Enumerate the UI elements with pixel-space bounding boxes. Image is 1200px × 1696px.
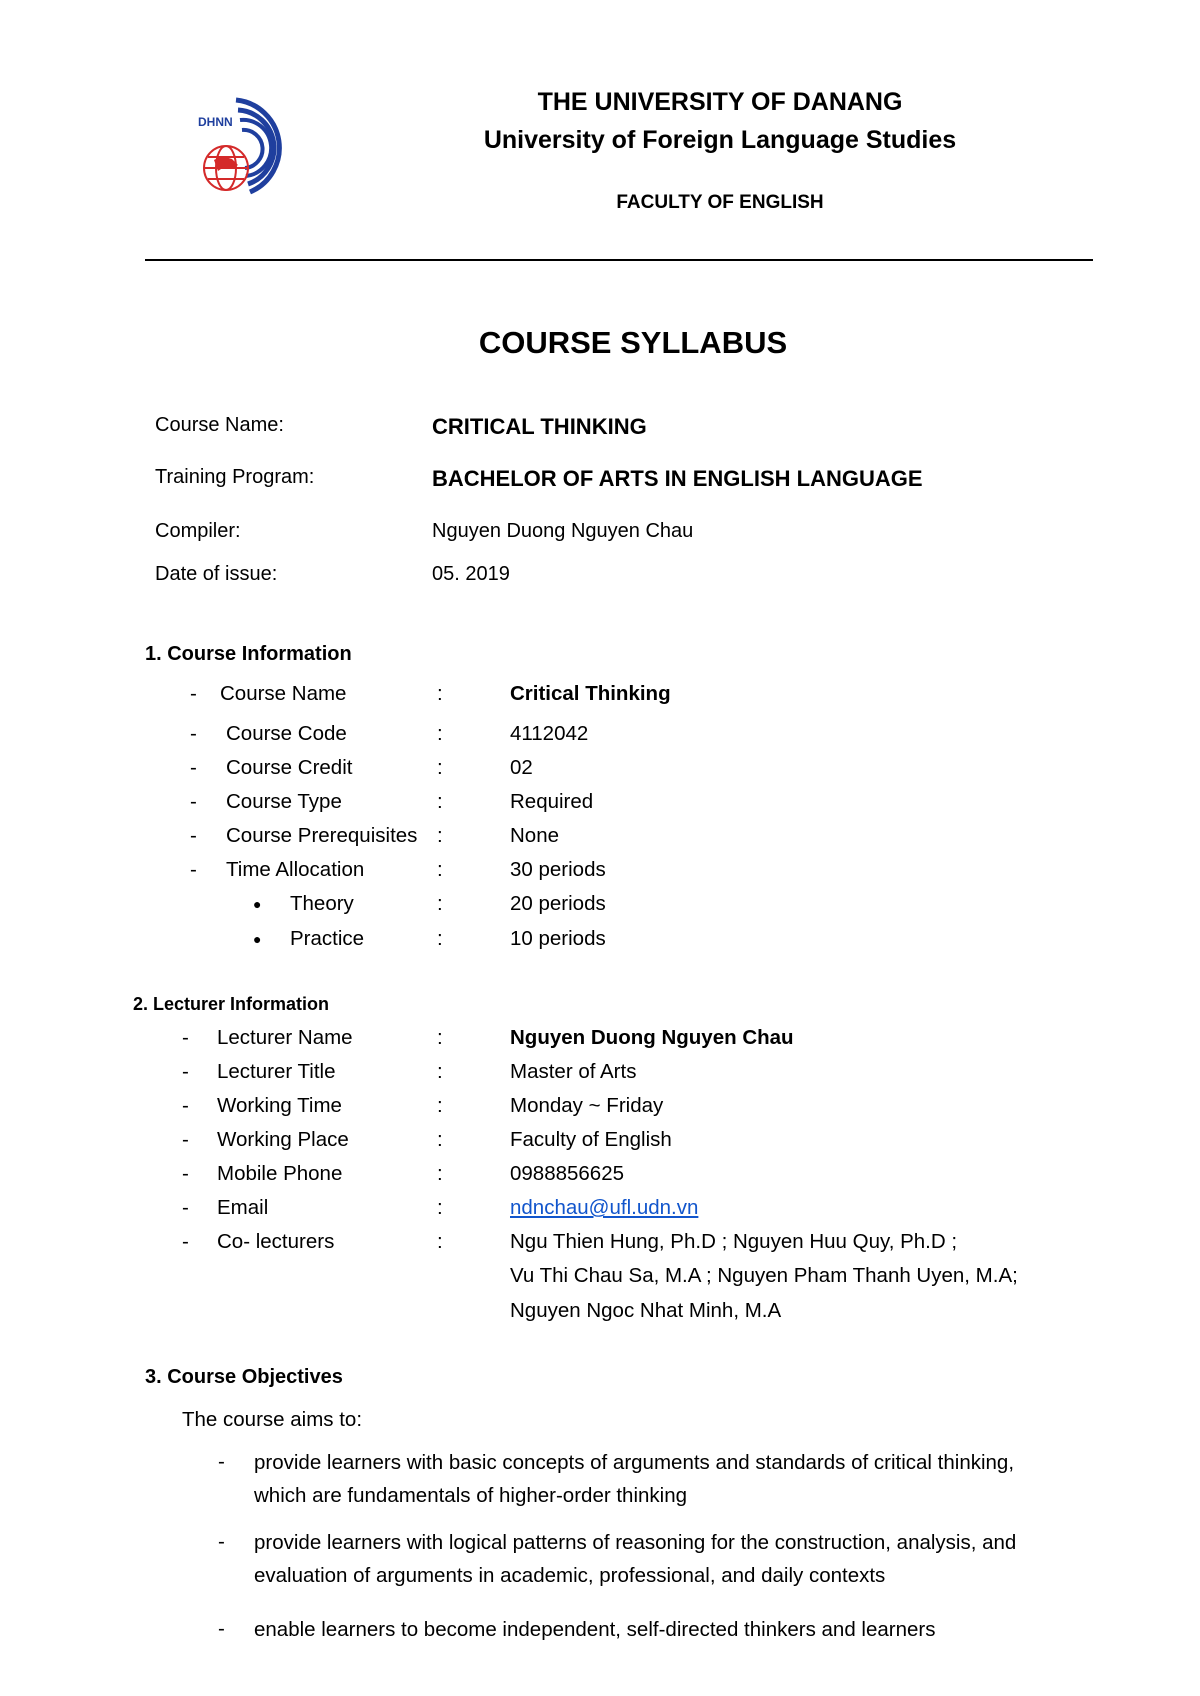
svg-text:DHNN: DHNN bbox=[198, 115, 233, 129]
dash-glyph: - bbox=[190, 722, 197, 745]
colon-glyph: : bbox=[437, 1128, 443, 1151]
lecturer-value: Ngu Thien Hung, Ph.D ; Nguyen Huu Quy, Ph.D ; bbox=[510, 1230, 958, 1253]
meta-value-training-program: BACHELOR OF ARTS IN ENGLISH LANGUAGE bbox=[432, 466, 923, 491]
info-label: Course Name bbox=[220, 682, 347, 705]
info-value: 10 periods bbox=[510, 927, 606, 950]
university-name: THE UNIVERSITY OF DANANG bbox=[537, 88, 903, 116]
dash-glyph: - bbox=[218, 1530, 225, 1553]
colon-glyph: : bbox=[437, 1196, 443, 1219]
colon-glyph: : bbox=[437, 858, 443, 881]
lecturer-label: Lecturer Name bbox=[217, 1026, 353, 1049]
colon-glyph: : bbox=[437, 1026, 443, 1049]
page-title: COURSE SYLLABUS bbox=[478, 325, 788, 360]
colon-glyph: : bbox=[437, 722, 443, 745]
lecturer-value: Nguyen Duong Nguyen Chau bbox=[510, 1026, 794, 1049]
colon-glyph: : bbox=[437, 1060, 443, 1083]
objective-item bbox=[254, 1446, 1114, 1512]
info-label: Time Allocation bbox=[226, 858, 365, 881]
section-lecturer-information-title: 2. Lecturer Information bbox=[133, 994, 330, 1014]
bullet-glyph: ● bbox=[253, 931, 262, 947]
meta-label-training-program: Training Program: bbox=[155, 466, 315, 488]
colon-glyph: : bbox=[437, 682, 443, 705]
lecturer-value: Faculty of English bbox=[510, 1128, 672, 1151]
colon-glyph: : bbox=[437, 1230, 443, 1253]
info-label: Course Credit bbox=[226, 756, 353, 779]
co-lecturers-continued: Vu Thi Chau Sa, M.A ; Nguyen Pham Thanh Uyen, M.A; bbox=[510, 1264, 1018, 1287]
info-value: None bbox=[510, 824, 560, 847]
header-divider bbox=[145, 259, 1093, 261]
meta-label-compiler: Compiler: bbox=[155, 520, 241, 542]
meta-label-date: Date of issue: bbox=[155, 563, 278, 585]
info-label: Course Prerequisites bbox=[226, 824, 418, 847]
dash-glyph: - bbox=[182, 1128, 189, 1151]
lecturer-label: Working Time bbox=[217, 1094, 342, 1117]
meta-value-course-name: CRITICAL THINKING bbox=[432, 414, 647, 439]
colon-glyph: : bbox=[437, 790, 443, 813]
objective-item bbox=[254, 1526, 1114, 1592]
dash-glyph: - bbox=[182, 1162, 189, 1185]
lecturer-value: Monday ~ Friday bbox=[510, 1094, 664, 1117]
university-logo bbox=[188, 88, 300, 198]
info-label: Practice bbox=[290, 927, 365, 950]
faculty-name: FACULTY OF ENGLISH bbox=[616, 192, 824, 213]
dash-glyph: - bbox=[182, 1026, 189, 1049]
objective-line: evaluation of arguments in academic, professional, and daily contexts bbox=[254, 1564, 886, 1587]
lecturer-label: Co- lecturers bbox=[217, 1230, 335, 1253]
bullet-glyph: ● bbox=[253, 896, 262, 912]
info-value: 20 periods bbox=[510, 892, 606, 915]
objective-item bbox=[254, 1613, 1114, 1646]
institute-name: University of Foreign Language Studies bbox=[483, 126, 957, 154]
dash-glyph: - bbox=[190, 858, 197, 881]
colon-glyph: : bbox=[437, 1094, 443, 1117]
email-link[interactable]: ndnchau@ufl.udn.vn bbox=[510, 1196, 699, 1219]
objective-line: provide learners with basic concepts of arguments and standards of critical thinking, bbox=[254, 1451, 1015, 1474]
info-label: Course Code bbox=[226, 722, 347, 745]
info-label: Course Type bbox=[226, 790, 342, 813]
meta-label-course-name: Course Name: bbox=[155, 414, 284, 436]
info-value: 02 bbox=[510, 756, 533, 779]
info-value: 4112042 bbox=[510, 722, 589, 745]
lecturer-label: Email bbox=[217, 1196, 269, 1219]
colon-glyph: : bbox=[437, 1162, 443, 1185]
dash-glyph: - bbox=[182, 1196, 189, 1219]
dash-glyph: - bbox=[190, 824, 197, 847]
dash-glyph: - bbox=[182, 1060, 189, 1083]
colon-glyph: : bbox=[437, 756, 443, 779]
co-lecturers-continued: Nguyen Ngoc Nhat Minh, M.A bbox=[510, 1299, 782, 1322]
lecturer-label: Lecturer Title bbox=[217, 1060, 336, 1083]
dash-glyph: - bbox=[218, 1450, 225, 1473]
section-course-objectives-title: 3. Course Objectives bbox=[145, 1366, 343, 1388]
colon-glyph: : bbox=[437, 892, 443, 915]
info-value: Required bbox=[510, 790, 594, 813]
lecturer-value: Master of Arts bbox=[510, 1060, 637, 1083]
section-course-information-title: 1. Course Information bbox=[145, 643, 352, 665]
dash-glyph: - bbox=[182, 1094, 189, 1117]
meta-value-compiler: Nguyen Duong Nguyen Chau bbox=[432, 520, 694, 542]
lecturer-label: Mobile Phone bbox=[217, 1162, 343, 1185]
colon-glyph: : bbox=[437, 927, 443, 950]
objective-line: enable learners to become independent, self-directed thinkers and learners bbox=[254, 1618, 936, 1641]
lecturer-value: 0988856625 bbox=[510, 1162, 625, 1185]
objectives-intro: The course aims to: bbox=[182, 1408, 363, 1431]
info-value: 30 periods bbox=[510, 858, 606, 881]
objective-line: which are fundamentals of higher-order thinking bbox=[254, 1484, 688, 1507]
dash-glyph: - bbox=[190, 756, 197, 779]
lecturer-label: Working Place bbox=[217, 1128, 349, 1151]
colon-glyph: : bbox=[437, 824, 443, 847]
dash-glyph: - bbox=[190, 682, 197, 705]
objective-line: provide learners with logical patterns of reasoning for the construction, analysis, and bbox=[254, 1531, 1017, 1554]
info-label: Theory bbox=[290, 892, 354, 915]
dash-glyph: - bbox=[218, 1617, 225, 1640]
dash-glyph: - bbox=[190, 790, 197, 813]
meta-value-date: 05. 2019 bbox=[432, 563, 510, 585]
dash-glyph: - bbox=[182, 1230, 189, 1253]
info-value: Critical Thinking bbox=[510, 682, 671, 705]
